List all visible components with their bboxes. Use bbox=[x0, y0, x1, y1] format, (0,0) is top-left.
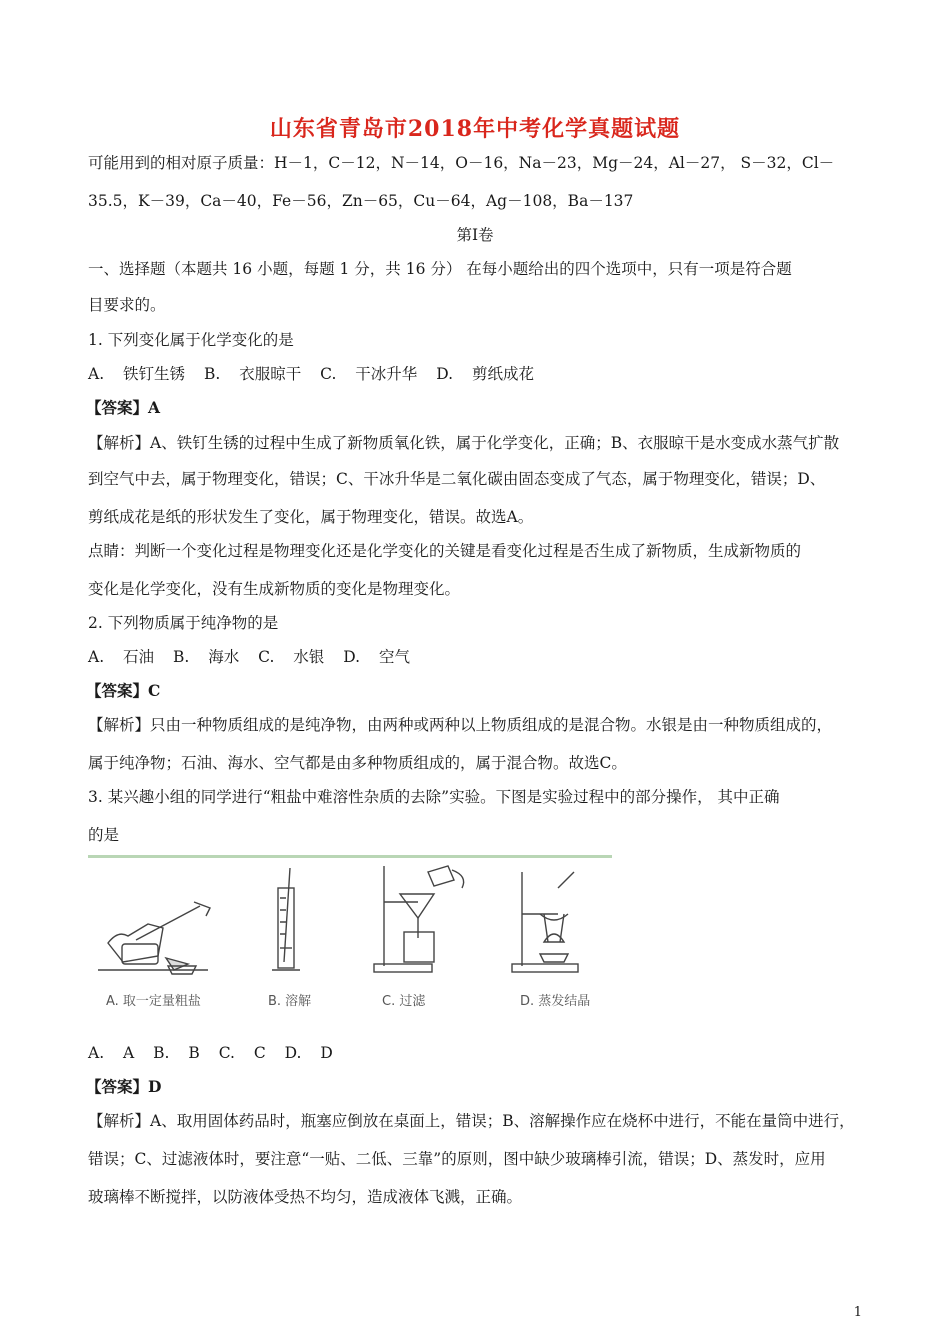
operation-d-drawing bbox=[512, 872, 578, 972]
page-title: 山东省青岛市2018年中考化学真题试题 bbox=[269, 116, 681, 142]
operation-b-drawing bbox=[272, 868, 300, 970]
q2-analysis-1: 【解析】只由一种物质组成的是纯净物，由两种或两种以上物质组成的是混合物。水银是由一种物质组成的， bbox=[88, 716, 833, 734]
q1-analysis-2: 到空气中去，属于物理变化，错误；C、干冰升华是二氧化碳由固态变成了气态，属于物理变化，错误；D、 bbox=[88, 470, 826, 488]
q3-stem-2: 的是 bbox=[88, 826, 120, 844]
q3-analysis-3: 玻璃棒不断搅拌，以防液体受热不均匀，造成液体飞溅，正确。 bbox=[88, 1188, 523, 1206]
q3-options: A. A B. B C. C D. D bbox=[88, 1044, 333, 1062]
q1-options: A. 铁钉生锈 B. 衣服晾干 C. 干冰升华 D. 剪纸成花 bbox=[88, 365, 534, 383]
section-instructions-2: 目要求的。 bbox=[88, 296, 166, 314]
page-number: 1 bbox=[853, 1305, 862, 1320]
q1-answer: 【答案】A bbox=[86, 398, 161, 417]
section-instructions-1: 一、选择题（本题共 16 小题，每题 1 分，共 16 分） 在每小题给出的四个选项中，只有一项是符合题 bbox=[88, 260, 792, 278]
experiment-illustrations bbox=[88, 858, 612, 988]
q1-tip-2: 变化是化学变化，没有生成新物质的变化是物理变化。 bbox=[88, 580, 461, 598]
figure-caption-a: A. 取一定量粗盐 bbox=[106, 994, 201, 1009]
atomic-masses-line-1: 可能用到的相对原子质量：H－1，C－12，N－14，O－16，Na－23，Mg－24，Al－27， S－32，Cl－ bbox=[88, 154, 835, 172]
q2-answer: 【答案】C bbox=[86, 681, 161, 700]
q1-tip-1: 点睛：判断一个变化过程是物理变化还是化学变化的关键是看变化过程是否生成了新物质，生成新物质的 bbox=[88, 542, 802, 560]
operation-a-drawing bbox=[98, 902, 210, 974]
q2-analysis-2: 属于纯净物；石油、海水、空气都是由多种物质组成的，属于混合物。故选C。 bbox=[88, 754, 627, 772]
q1-stem: 1. 下列变化属于化学变化的是 bbox=[88, 331, 294, 349]
atomic-masses-line-2: 35.5，K－39，Ca－40，Fe－56，Zn－65，Cu－64，Ag－108，Ba－137 bbox=[88, 192, 634, 210]
q2-options: A. 石油 B. 海水 C. 水银 D. 空气 bbox=[88, 648, 410, 666]
q3-answer: 【答案】D bbox=[86, 1077, 162, 1096]
q3-stem-1: 3. 某兴趣小组的同学进行“粗盐中难溶性杂质的去除”实验。下图是实验过程中的部分操作， 其中正确 bbox=[88, 788, 780, 806]
q1-analysis-1: 【解析】A、铁钉生锈的过程中生成了新物质氧化铁，属于化学变化，正确；B、衣服晾干是水变成水蒸气扩散 bbox=[88, 434, 840, 452]
q3-analysis-2: 错误；C、过滤液体时，要注意“一贴、二低、三靠”的原则，图中缺少玻璃棒引流，错误；D、蒸发时，应用 bbox=[88, 1150, 826, 1168]
operation-c-drawing bbox=[374, 866, 464, 972]
figure-caption-c: C. 过滤 bbox=[382, 994, 426, 1009]
q2-stem: 2. 下列物质属于纯净物的是 bbox=[88, 614, 279, 632]
figure-caption-d: D. 蒸发结晶 bbox=[520, 994, 591, 1009]
q1-analysis-3: 剪纸成花是纸的形状发生了变化，属于物理变化，错误。故选A。 bbox=[88, 508, 534, 526]
q3-analysis-1: 【解析】A、取用固体药品时，瓶塞应倒放在桌面上，错误；B、溶解操作应在烧杯中进行，不能在量筒中进行， bbox=[88, 1112, 855, 1130]
figure-caption-b: B. 溶解 bbox=[268, 994, 312, 1009]
volume-heading: 第Ⅰ卷 bbox=[456, 226, 494, 244]
experiment-figure bbox=[88, 858, 612, 1028]
